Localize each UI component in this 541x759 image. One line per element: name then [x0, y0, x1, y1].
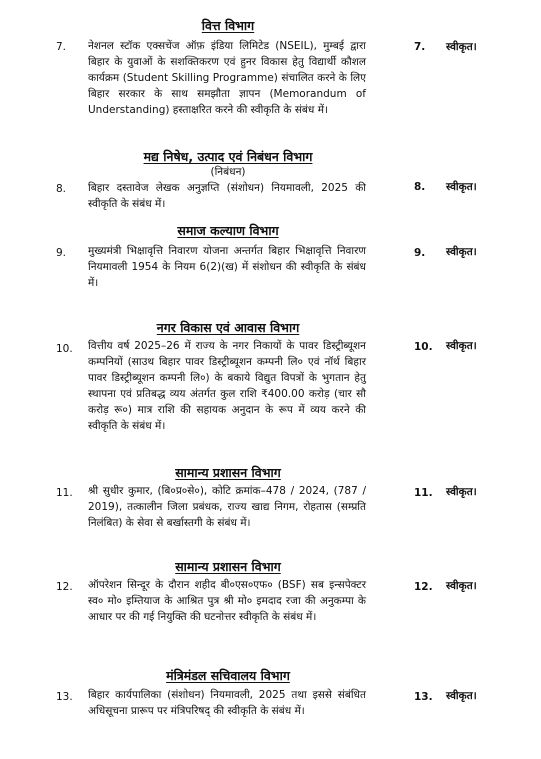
- department-heading: वित्त विभाग: [201, 18, 255, 33]
- item-number: 8.: [56, 183, 67, 195]
- department-heading: नगर विकास एवं आवास विभाग: [156, 320, 300, 335]
- item-number: 9.: [56, 247, 67, 259]
- decision-number: 12.: [414, 581, 433, 593]
- decision-number: 7.: [414, 41, 426, 53]
- item-number: 11.: [56, 487, 73, 499]
- department-heading: मंत्रिमंडल सचिवालय विभाग: [166, 668, 290, 683]
- department-heading: मद्य निषेध, उत्पाद एवं निबंधन विभाग: [143, 149, 313, 164]
- decision-number: 8.: [414, 181, 426, 193]
- decision-status: स्वीकृत।: [446, 340, 477, 352]
- decision-status: स्वीकृत।: [446, 486, 477, 498]
- item-number: 10.: [56, 343, 73, 355]
- item-description: ऑपरेशन सिन्दूर के दौरान शहीद बी०एस०एफ० (BSF) सब इन्सपेक्टर स्व० मो० इम्तियाज के आश्रित पुत्र श्री मो० इमदाद रजा की अनुकम्पा के आधार पर की गई नियुक्ति की घटनोत्तर स्वीकृति के संबंध में।: [88, 579, 366, 623]
- decision-status: स्वीकृत।: [446, 181, 477, 193]
- decision-number: 10.: [414, 341, 433, 353]
- item-number: 13.: [56, 691, 73, 703]
- item-description: बिहार कार्यपालिका (संशोधन) नियमावली, 2025 तथा इससे संबंधित अधिसूचना प्रारूप पर मंत्रिपरिषद् की स्वीकृति के संबंध में।: [88, 689, 366, 717]
- item-description: बिहार दस्तावेज लेखक अनुज्ञप्ति (संशोधन) नियमावली, 2025 की स्वीकृति के संबंध में।: [88, 182, 366, 210]
- item-description: श्री सुधीर कुमार, (बि०प्र०से०), कोटि क्रमांक–478 / 2024, (787 / 2019), तत्कालीन जिला प्रबंधक, राज्य खाद्य निगम, रोहतास (सम्प्रति निलंबित) के सेवा से बर्खास्तगी के संबंध में।: [88, 485, 366, 529]
- department-heading: सामान्य प्रशासन विभाग: [175, 559, 281, 574]
- decision-status: स्वीकृत।: [446, 246, 477, 258]
- item-number: 12.: [56, 581, 73, 593]
- decision-status: स्वीकृत।: [446, 41, 477, 53]
- decision-status: स्वीकृत।: [446, 580, 477, 592]
- department-subheading: (निबंधन): [210, 166, 246, 178]
- department-heading: सामान्य प्रशासन विभाग: [175, 465, 281, 480]
- department-heading: समाज कल्याण विभाग: [177, 223, 279, 238]
- decision-number: 11.: [414, 487, 433, 499]
- item-description: नेशनल स्टॉक एक्सचेंज ऑफ़ इंडिया लिमिटेड (NSEIL), मुम्बई द्वारा बिहार के युवाओं के सशक्तिकरण एवं हुनर विकास हेतु विद्यार्थी कौशल कार्यक्रम (Student Skilling Programme) संचालित करने के लिए बिहार सरकार के साथ समझौता ज्ञापन (Memorandum of Understanding) हस्ताक्षरित करने की स्वीकृति के संबंध में।: [88, 40, 366, 116]
- item-number: 7.: [56, 41, 67, 53]
- item-description: मुख्यमंत्री भिक्षावृत्ति निवारण योजना अन्तर्गत बिहार भिक्षावृत्ति निवारण नियमावली 1954 के नियम 6(2)(ख) में संशोधन की स्वीकृति के संबंध में।: [88, 245, 366, 289]
- decision-status: स्वीकृत।: [446, 690, 477, 702]
- decision-number: 13.: [414, 691, 433, 703]
- decision-number: 9.: [414, 247, 426, 259]
- item-description: वित्तीय वर्ष 2025–26 में राज्य के नगर निकायों के पावर डिस्ट्रीब्यूशन कम्पनियों (साउथ बिहार पावर डिस्ट्रीब्यूशन कम्पनी लि० एवं नॉर्थ बिहार पावर डिस्ट्रीब्यूशन कम्पनी लि०) के बकाये विद्युत विपत्रों के भुगतान हेतु स्थापना एवं प्रतिबद्ध व्यय अंतर्गत कुल राशि ₹400.00 करोड़ (चार सौ करोड़ रू०) मात्र राशि की सहायक अनुदान के रूप में व्यय करने की स्वीकृति के संबंध में।: [88, 340, 366, 432]
